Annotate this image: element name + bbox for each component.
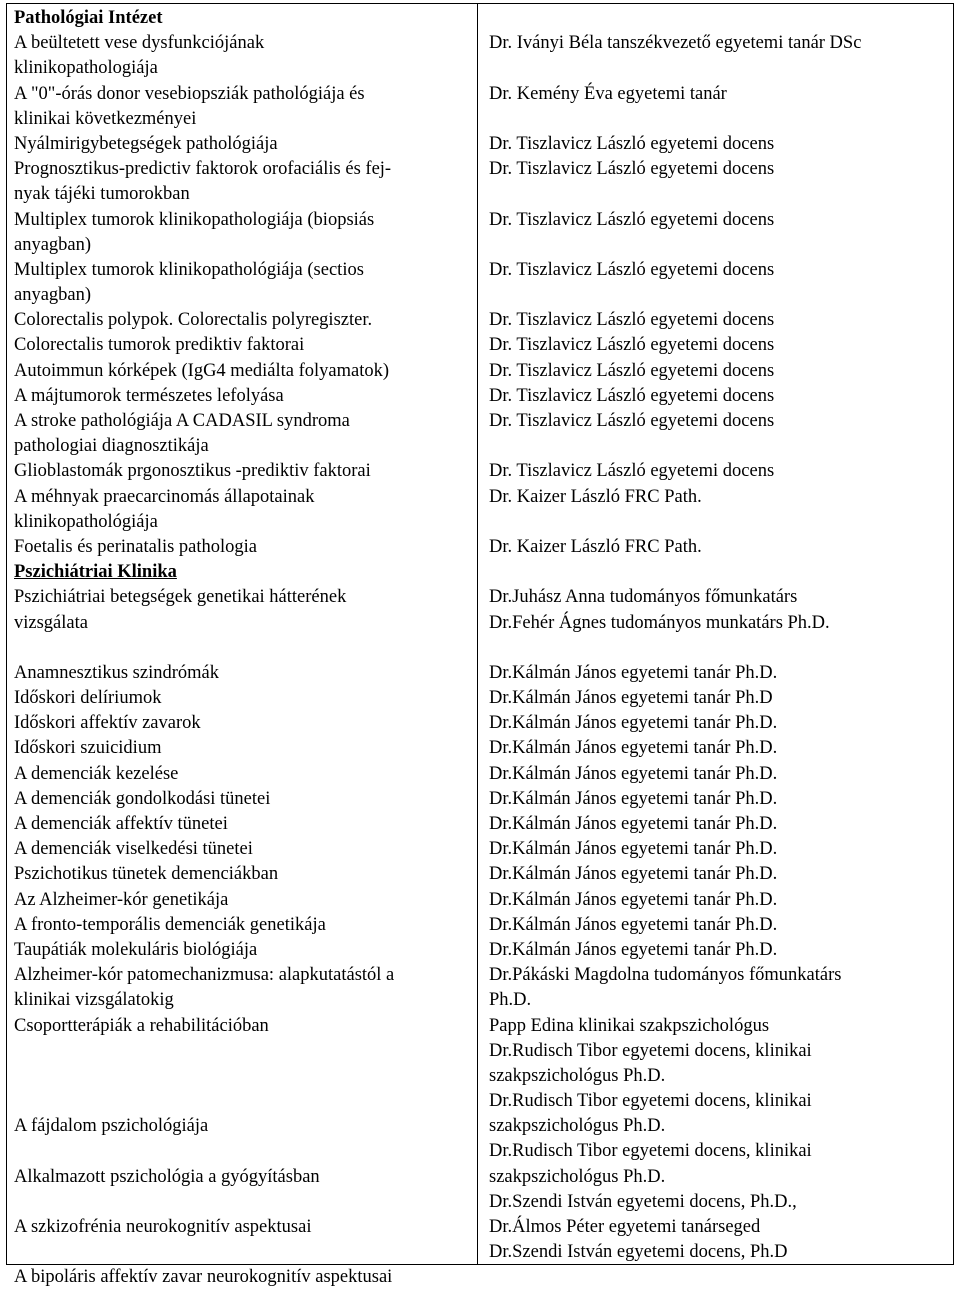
supervisor-line: szakpszichológus Ph.D. bbox=[489, 1065, 666, 1086]
blank-line bbox=[489, 56, 949, 81]
topic-line: Alzheimer-kór patomechanizmusa: alapkutatástól a bbox=[14, 965, 395, 986]
supervisor-line: Papp Edina klinikai szakpszichológus bbox=[489, 1015, 770, 1036]
topic-line: A májtumorok természetes lefolyása bbox=[14, 385, 284, 406]
topic-line: klinikai vizsgálatokig bbox=[14, 990, 174, 1011]
blank-line bbox=[14, 1089, 472, 1114]
topic-line: Időskori szuicidium bbox=[14, 738, 162, 759]
topic-line: A fájdalom pszichológiája bbox=[14, 1116, 209, 1137]
topic-line: klinikopathológiája bbox=[14, 511, 158, 532]
blank-line bbox=[14, 1190, 472, 1215]
supervisor-line: Dr. Tiszlavicz László egyetemi docens bbox=[489, 209, 775, 230]
supervisor-line: Dr. Kaizer László FRC Path. bbox=[489, 536, 702, 557]
topic-line: A "0"-órás donor vesebiopsziák pathológiája és bbox=[14, 83, 365, 104]
supervisor-line: Dr.Juhász Anna tudományos főmunkatárs bbox=[489, 587, 798, 608]
supervisor-line: Dr.Kálmán János egyetemi tanár Ph.D. bbox=[489, 839, 778, 860]
topic-line: Colorectalis polypok. Colorectalis polyregiszter. bbox=[14, 310, 373, 331]
blank-line bbox=[489, 233, 949, 258]
topic-line: A bipoláris affektív zavar neurokognitív aspektusai bbox=[14, 1267, 393, 1288]
topic-line: Pszichiátriai betegségek genetikai hátterének bbox=[14, 587, 347, 608]
blank-line bbox=[489, 510, 949, 535]
topic-line: A méhnyak praecarcinomás állapotainak bbox=[14, 486, 315, 507]
topic-line: klinikopathologiája bbox=[14, 58, 158, 79]
topic-line: Multiplex tumorok klinikopathológiája (sectios bbox=[14, 259, 364, 280]
column-divider bbox=[477, 4, 478, 1264]
topic-line: Glioblastomák prgonosztikus -prediktiv faktorai bbox=[14, 461, 371, 482]
supervisor-line: Dr. Tiszlavicz László egyetemi docens bbox=[489, 461, 775, 482]
topic-line: Csoportterápiák a rehabilitációban bbox=[14, 1015, 269, 1036]
topic-line: pathologiai diagnosztikája bbox=[14, 436, 209, 457]
blank-line bbox=[14, 636, 472, 661]
supervisor-line: Dr. Tiszlavicz László egyetemi docens bbox=[489, 411, 775, 431]
psychiatry-heading: Pszichiátriai Klinika bbox=[14, 562, 177, 583]
topic-line: Colorectalis tumorok prediktiv faktorai bbox=[14, 335, 305, 356]
topic-line: A stroke pathológiája A CADASIL syndroma bbox=[14, 411, 350, 431]
supervisor-line: Dr. Tiszlavicz László egyetemi docens bbox=[489, 133, 775, 154]
topic-line: Időskori delíriumok bbox=[14, 688, 162, 709]
supervisor-line: Ph.D. bbox=[489, 990, 532, 1011]
blank-line bbox=[489, 434, 949, 459]
supervisor-line: Dr. Tiszlavicz László egyetemi docens bbox=[489, 159, 775, 180]
topic-line: Multiplex tumorok klinikopathologiája (biopsiás bbox=[14, 209, 375, 230]
topic-line: Nyálmirigybetegségek pathológiája bbox=[14, 133, 278, 154]
supervisor-line: Dr.Kálmán János egyetemi tanár Ph.D. bbox=[489, 662, 778, 683]
supervisor-line: Dr.Kálmán János egyetemi tanár Ph.D. bbox=[489, 788, 778, 809]
topic-line: A demenciák kezelése bbox=[14, 763, 179, 784]
blank-line bbox=[489, 107, 949, 132]
supervisor-line: Dr.Rudisch Tibor egyetemi docens, klinikai bbox=[489, 1141, 812, 1162]
supervisor-line: Dr.Kálmán János egyetemi tanár Ph.D. bbox=[489, 763, 778, 784]
supervisor-line: Dr. Tiszlavicz László egyetemi docens bbox=[489, 335, 775, 356]
supervisor-line: szakpszichológus Ph.D. bbox=[489, 1116, 666, 1137]
document-page bbox=[6, 3, 954, 1288]
supervisor-line: Dr.Kálmán János egyetemi tanár Ph.D. bbox=[489, 713, 778, 734]
blank-line bbox=[489, 6, 949, 31]
topic-line: Időskori affektív zavarok bbox=[14, 713, 201, 734]
supervisor-line: Dr. Tiszlavicz László egyetemi docens bbox=[489, 360, 775, 381]
supervisor-line: Dr. Tiszlavicz László egyetemi docens bbox=[489, 259, 775, 280]
supervisor-line: Dr.Fehér Ágnes tudományos munkatárs Ph.D. bbox=[489, 612, 830, 633]
blank-line bbox=[14, 1139, 472, 1164]
topic-line: A demenciák affektív tünetei bbox=[14, 814, 228, 834]
blank-line bbox=[489, 560, 949, 585]
topic-line: klinikai következményei bbox=[14, 108, 197, 129]
pathology-topics bbox=[14, 31, 472, 560]
topic-line: Az Alzheimer-kór genetikája bbox=[14, 889, 229, 910]
pathology-heading: Pathológiai Intézet bbox=[14, 8, 163, 28]
supervisor-line: Dr.Pákáski Magdolna tudományos főmunkatárs bbox=[489, 965, 842, 986]
blank-line bbox=[14, 1064, 472, 1089]
supervisor-line: Dr. Tiszlavicz László egyetemi docens bbox=[489, 385, 775, 406]
supervisor-line: Dr. Kemény Éva egyetemi tanár bbox=[489, 83, 727, 104]
topic-line: vizsgálata bbox=[14, 612, 88, 633]
supervisor-line: Dr. Tiszlavicz László egyetemi docens bbox=[489, 310, 775, 331]
supervisor-line: Dr.Kálmán János egyetemi tanár Ph.D bbox=[489, 688, 773, 709]
topic-line: A beültetett vese dysfunkciójának bbox=[14, 33, 265, 54]
supervisor-line: Dr.Kálmán János egyetemi tanár Ph.D. bbox=[489, 939, 778, 960]
topic-line: Anamnesztikus szindrómák bbox=[14, 662, 219, 683]
supervisor-line: Dr.Rudisch Tibor egyetemi docens, klinikai bbox=[489, 1040, 812, 1061]
pathology-supervisors bbox=[489, 6, 949, 560]
topics-column bbox=[14, 6, 472, 1291]
topic-line: Prognosztikus-predictiv faktorok orofaciális és fej- bbox=[14, 159, 392, 180]
topic-line: nyak tájéki tumorokban bbox=[14, 184, 190, 205]
topic-line: A szkizofrénia neurokognitív aspektusai bbox=[14, 1217, 312, 1237]
supervisor-line: szakpszichológus Ph.D. bbox=[489, 1166, 666, 1187]
topic-line: anyagban) bbox=[14, 285, 92, 306]
topic-line: Taupátiák molekuláris biológiája bbox=[14, 939, 258, 960]
supervisor-line: Dr. Iványi Béla tanszékvezető egyetemi tanár DSc bbox=[489, 33, 862, 54]
topic-line: A fronto-temporális demenciák genetikája bbox=[14, 914, 326, 935]
psychiatry-topics bbox=[14, 585, 472, 1290]
supervisors-column bbox=[489, 6, 949, 1265]
supervisor-line: Dr.Álmos Péter egyetemi tanárseged bbox=[489, 1217, 761, 1237]
supervisor-line: Dr.Kálmán János egyetemi tanár Ph.D. bbox=[489, 914, 778, 935]
supervisor-line: Dr.Rudisch Tibor egyetemi docens, klinikai bbox=[489, 1091, 812, 1112]
topic-line: Autoimmun kórképek (IgG4 mediálta folyamatok) bbox=[14, 360, 390, 381]
topic-line: A demenciák viselkedési tünetei bbox=[14, 839, 253, 860]
topic-line: Foetalis és perinatalis pathologia bbox=[14, 536, 258, 557]
blank-line bbox=[14, 1039, 472, 1064]
blank-line bbox=[489, 636, 949, 661]
psychiatry-supervisors bbox=[489, 560, 949, 1265]
supervisor-line: Dr.Szendi István egyetemi docens, Ph.D., bbox=[489, 1191, 797, 1212]
blank-line bbox=[489, 283, 949, 308]
supervisor-line: Dr.Kálmán János egyetemi tanár Ph.D. bbox=[489, 814, 778, 834]
topic-line: A demenciák gondolkodási tünetei bbox=[14, 788, 271, 809]
supervisor-line: Dr.Szendi István egyetemi docens, Ph.D bbox=[489, 1242, 788, 1263]
blank-line bbox=[489, 182, 949, 207]
topic-line: Pszichotikus tünetek demenciákban bbox=[14, 864, 279, 885]
topic-line: anyagban) bbox=[14, 234, 92, 255]
supervisor-line: Dr.Kálmán János egyetemi tanár Ph.D. bbox=[489, 864, 778, 885]
blank-line bbox=[14, 1240, 472, 1265]
supervisor-line: Dr.Kálmán János egyetemi tanár Ph.D. bbox=[489, 889, 778, 910]
topic-line: Alkalmazott pszichológia a gyógyításban bbox=[14, 1166, 320, 1187]
supervisor-line: Dr. Kaizer László FRC Path. bbox=[489, 486, 702, 507]
supervisor-line: Dr.Kálmán János egyetemi tanár Ph.D. bbox=[489, 738, 778, 759]
